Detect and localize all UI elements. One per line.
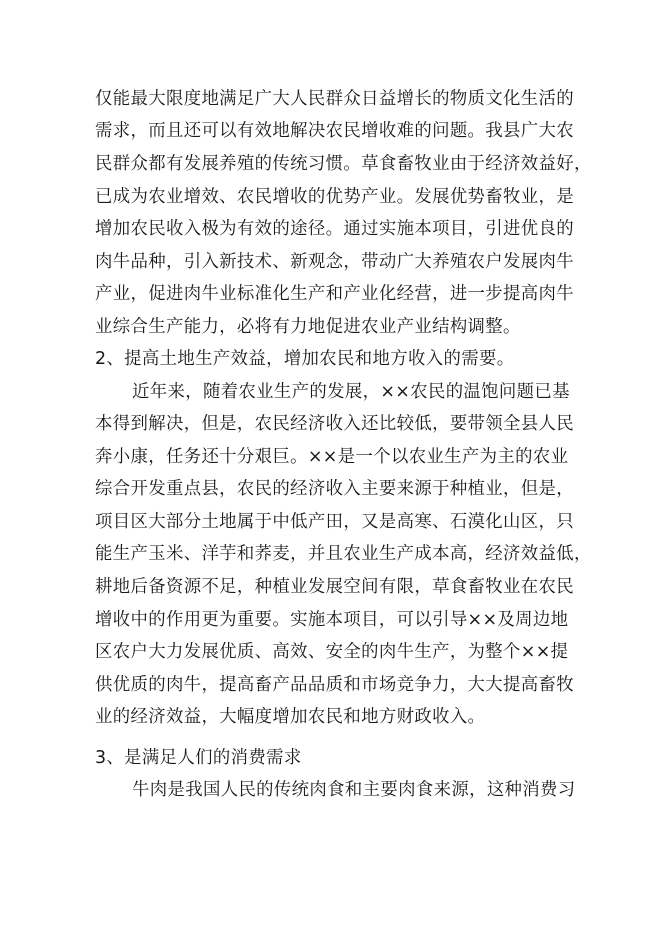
paragraph-line: 肉牛品种，引入新技术、新观念，带动广大养殖农户发展肉牛 [95,252,574,272]
paragraph-line: 业的经济效益，大幅度增加农民和地方财政收入。 [95,707,486,727]
paragraph-line: 区农户大力发展优质、高效、安全的肉牛生产，为整个××提 [95,642,569,662]
paragraph-line: 民群众都有发展养殖的传统习惯。草食畜牧业由于经济效益好， [95,154,592,174]
paragraph-line: 本得到解决，但是，农民经济收入还比较低，要带领全县人民 [95,414,574,434]
paragraph-line: 已成为农业增效、农民增收的优势产业。发展优势畜牧业，是 [95,187,574,207]
paragraph-line: 耕地后备资源不足，种植业发展空间有限，草食畜牧业在农民 [95,577,574,597]
paragraph-line: 产业，促进肉牛业标准化生产和产业化经营，进一步提高肉牛 [95,284,574,304]
paragraph-line: 仅能最大限度地满足广大人民群众日益增长的物质文化生活的 [95,89,574,109]
paragraph-line: 供优质的肉牛，提高畜产品品质和市场竞争力，大大提高畜牧 [95,675,574,695]
section-heading: 3、是满足人们的消费需求 [95,748,302,768]
paragraph-line: 综合开发重点县，农民的经济收入主要来源于种植业，但是， [95,479,574,499]
paragraph-line: 近年来，随着农业生产的发展，××农民的温饱问题已基 [132,382,570,402]
paragraph-line: 项目区大部分土地属于中低产田，又是高寒、石漠化山区，只 [95,512,574,532]
paragraph-line: 需求，而且还可以有效地解决农民增收难的问题。我县广大农 [95,121,574,141]
paragraph-line: 增加农民收入极为有效的途径。通过实施本项目，引进优良的 [95,219,574,239]
paragraph-line: 能生产玉米、洋芋和荞麦，并且农业生产成本高，经济效益低， [95,544,592,564]
paragraph-line: 牛肉是我国人民的传统肉食和主要肉食来源，这种消费习 [132,780,576,800]
section-heading: 2、提高土地生产效益，增加农民和地方收入的需要。 [95,349,515,369]
paragraph-line: 奔小康，任务还十分艰巨。××是一个以农业生产为主的农业 [95,447,569,467]
paragraph-line: 业综合生产能力，必将有力地促进农业产业结构调整。 [95,317,521,337]
paragraph-line: 增收中的作用更为重要。实施本项目，可以引导××及周边地 [95,610,569,630]
